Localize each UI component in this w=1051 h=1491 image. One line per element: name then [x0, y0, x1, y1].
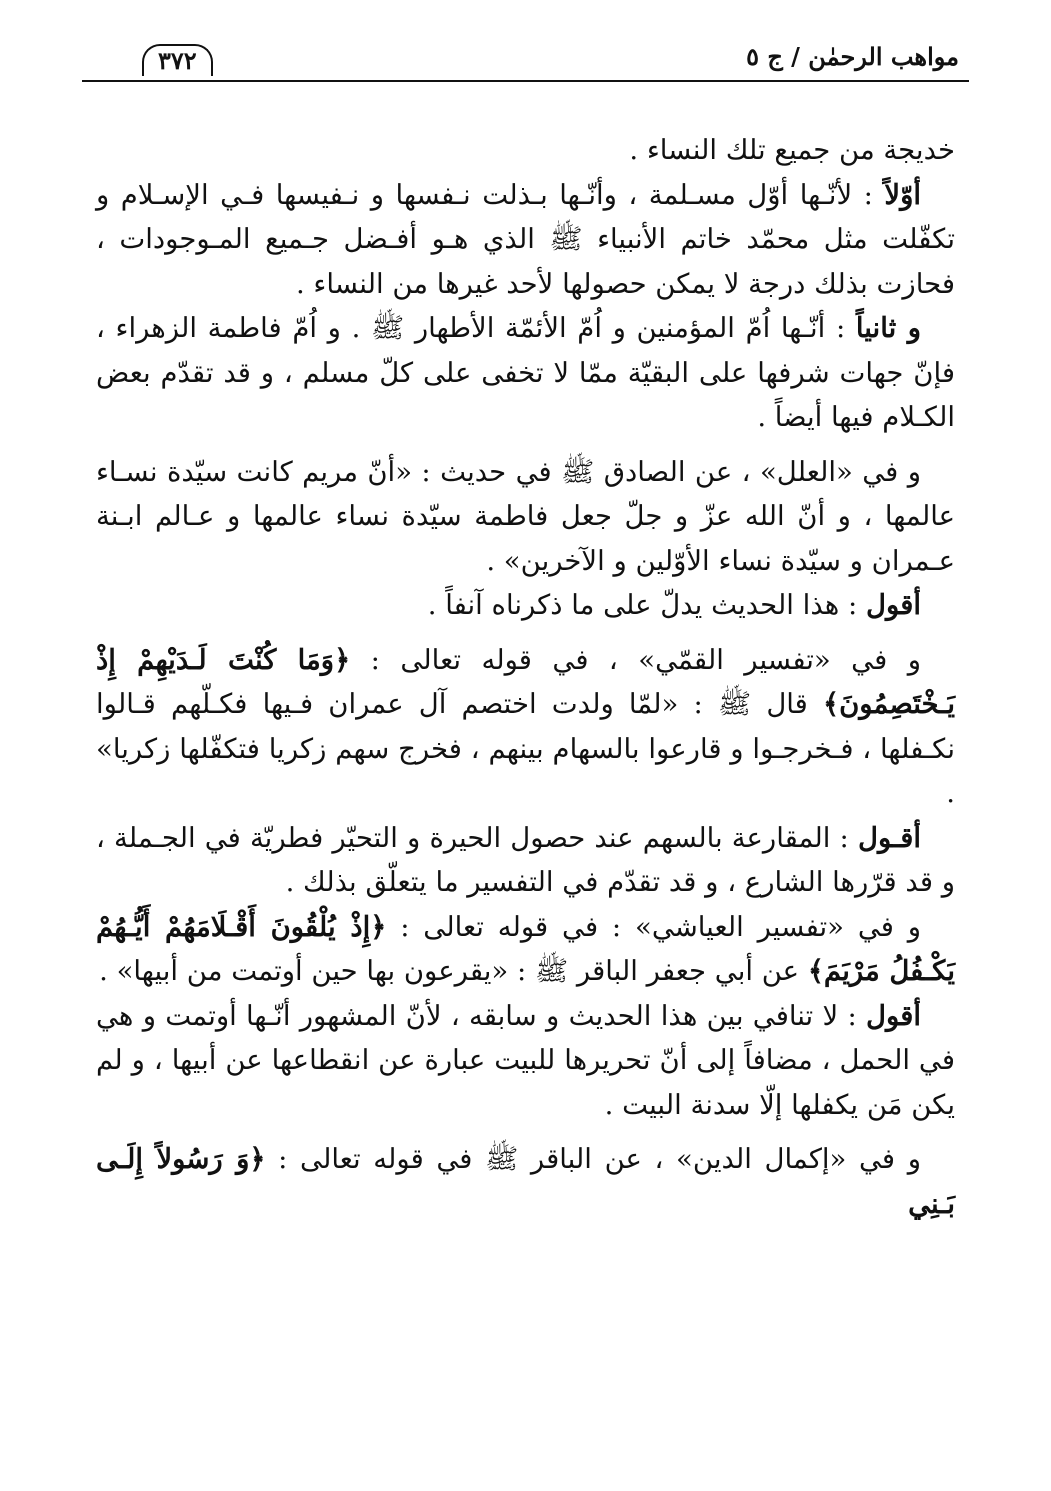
paragraph-comment-2: [96, 816, 955, 905]
page-body: [96, 128, 955, 1226]
lead-word-aqul: أقول: [866, 589, 921, 621]
page-number: ٣٧٢: [142, 44, 213, 76]
paragraph-comment-3: [96, 994, 955, 1128]
paragraph-ilal-hadith: [96, 450, 955, 584]
lead-word-second: و ثانياً: [855, 312, 922, 344]
paragraph-second-reason: [96, 306, 955, 440]
paragraph-first-reason: [96, 173, 955, 307]
paragraph-text: عن أبي جعفر الباقر ﷺ : «يقرعون بها حين أوتمت من أبيها» .: [99, 955, 808, 987]
quran-verse: ﴿وَ رَسُولاً إِلَـى بَـنِي: [96, 1143, 955, 1220]
lead-word-aqul: أقول: [866, 999, 921, 1032]
header-rule: [82, 80, 969, 82]
paragraph-text: : أنّـها اُمّ المؤمنين و اُمّ الأئمّة الأطهار ﷺ . و اُمّ فاطمة الزهراء ، فإنّ جهات شرفها على البقيّة ممّا لا تخفى على كلّ مسلم ، و قد تقدّم بعض الكـلام فيها أيضاً .: [96, 312, 955, 433]
quran-verse: ﴿وَمَا كُنْتَ لَـدَيْهِمْ إِذْ يَـخْتَصِمُونَ﴾: [96, 643, 955, 720]
lead-word-aqul: أقـول: [857, 821, 921, 854]
paragraph-text: : هذا الحديث يدلّ على ما ذكرناه آنفاً .: [427, 589, 867, 621]
paragraph-qummi: [96, 638, 955, 816]
running-title: مواهب الرحمٰن / ج ٥: [746, 42, 959, 71]
paragraph-text: خديجة من جميع تلك النساء .: [629, 134, 955, 166]
paragraph-text: : لأنّـها أوّل مسـلمة ، وأنّـها بـذلت نـفسها و نـفيسها فـي الإسـلام و تكفّلت مثل محمّد خاتم الأنبياء ﷺ الذي هـو أفـضل جـميع المـوجودات ، فحازت بذلك درجة لا يمكن حصولها لأحد غيرها من النساء .: [96, 178, 955, 300]
lead-word-first: أوّلاً: [884, 178, 921, 211]
paragraph-text: و في «تفسير القمّي» ، في قوله تعالى :: [350, 643, 921, 676]
paragraph-text: قال ﷺ : «لمّا ولدت اختصم آل عمران فـيها فكـلّهم قـالوا نكـفلها ، فـخرجـوا و قارعوا بالسهام بينهم ، فخرج سهم زكريا فتكفّلها زكريا» .: [96, 688, 955, 809]
paragraph-ikmal: [96, 1137, 955, 1226]
page-header: [82, 40, 969, 92]
paragraph-text: و في «تفسير العياشي» : في قوله تعالى :: [386, 910, 921, 943]
paragraph-continuation: [96, 128, 955, 173]
paragraph-text: : المقارعة بالسهم عند حصول الحيرة و التحيّر فطريّة في الجـملة ، و قد قرّرها الشارع ، و قد تقدّم في التفسير ما يتعلّق بذلك .: [96, 821, 955, 898]
paragraph-ayyashi: [96, 905, 955, 994]
paragraph-text: و في «العلل» ، عن الصادق ﷺ في حديث : «أنّ مريم كانت سيّدة نسـاء عالمها ، و أنّ الله عزّ و جلّ جعل فاطمة سيّدة نساء عالمها و عـالم ابـنة عـمران و سيّدة نساء الأوّلين و الآخرين» .: [96, 455, 955, 577]
paragraph-text: : لا تنافي بين هذا الحديث و سابقه ، لأنّ المشهور أنّـها أوتمت و هي في الحمل ، مضافاً إلى أنّ تحريرها للبيت عبارة عن انقطاعها عن أبيها ، و لم يكن مَن يكفلها إلّا سدنة البيت .: [96, 999, 955, 1121]
paragraph-text: و في «إكمال الدين» ، عن الباقر ﷺ في قوله تعالى :: [265, 1143, 921, 1175]
quran-verse: ﴿إِذْ يُلْقُونَ أَقْـلَامَهُمْ أَيُّـهُمْ يَكْـفُلُ مَرْيَمَ﴾: [96, 910, 955, 987]
paragraph-comment-1: [96, 583, 955, 628]
